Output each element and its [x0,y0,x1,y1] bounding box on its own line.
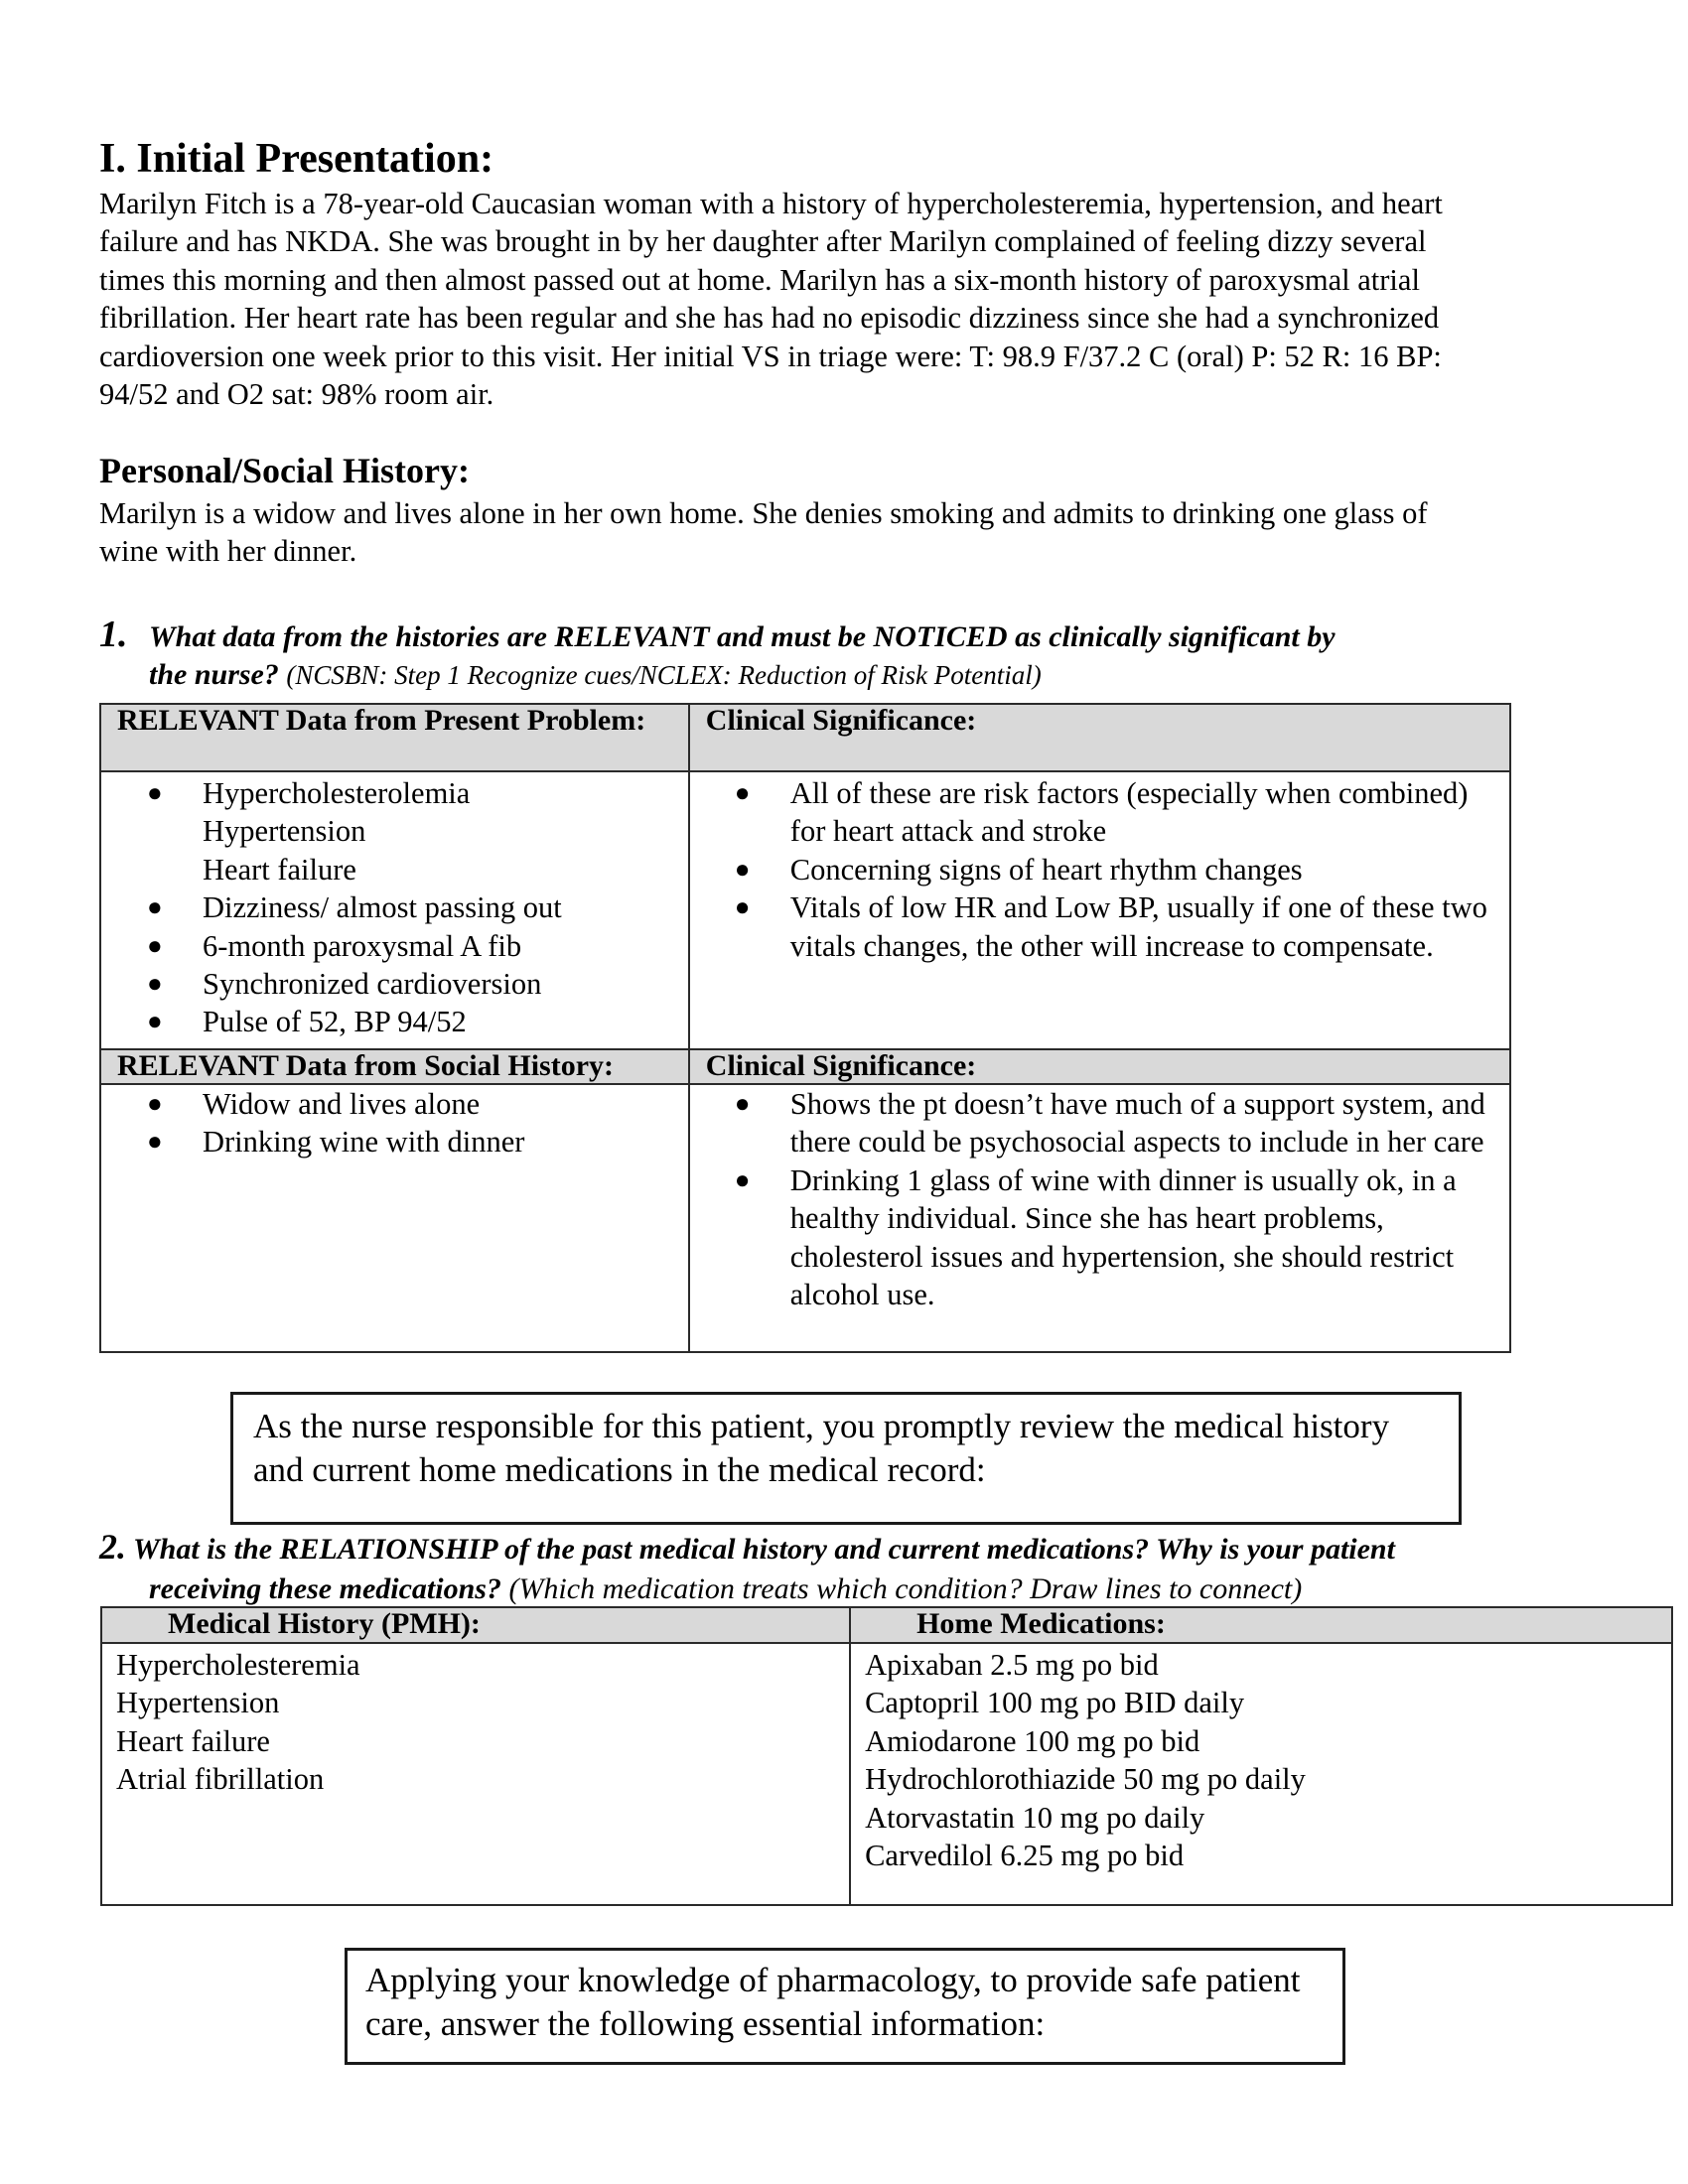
section-title-initial-presentation: I. Initial Presentation: [99,136,494,182]
bullet-icon: ● [147,1007,163,1036]
medications-cell[interactable] [850,1643,1672,1905]
table-row [100,771,1510,1049]
pmh-item: Heart failure [116,1723,270,1758]
pmh-cell[interactable] [101,1643,850,1905]
medication-item: Atorvastatin 10 mg po daily [865,1800,1205,1835]
table-header-home-medications: Home Medications: [850,1607,1672,1643]
bullet-icon: ● [147,892,163,922]
relevant-data-table [99,703,1511,1353]
medication-item: Amiodarone 100 mg po bid [865,1723,1200,1758]
paragraph-line: 94/52 and O2 sat: 98% room air. [99,377,494,412]
paragraph-line: wine with her dinner. [99,534,357,569]
bullet-icon: ● [734,1089,751,1118]
callout-pharmacology: Applying your knowledge of pharmacology, to provide safe patient care, answer the following essential information: [345,1948,1345,2065]
list-item: ● Drinking wine with dinner [203,1123,688,1160]
present-significance-cell[interactable] [689,771,1510,1049]
question-text-line2: the nurse? [149,658,279,691]
present-data-cell[interactable] [100,771,689,1049]
bullet-icon: ● [147,969,163,999]
bullet-icon: ● [147,778,163,807]
list-item: ● Shows the pt doesn’t have much of a support system, and there could be psychosocial aspects to include in her care [734,1087,1485,1160]
pmh-item: Atrial fibrillation [116,1762,325,1797]
list-item: ● Dizziness/ almost passing out [203,888,688,926]
bullet-icon: ● [147,1089,163,1118]
table-header-clinical-significance-social: Clinical Significance: [689,1049,1510,1084]
medication-item: Apixaban 2.5 mg po bid [865,1648,1159,1682]
question-2 [99,1527,1688,1609]
list-item: ● Drinking 1 glass of wine with dinner is usually ok, in a healthy individual. Since she has heart problems, cholesterol issues and hypertension, she should restrict alcohol use. [734,1162,1457,1312]
section-title-social-history: Personal/Social History: [99,451,470,490]
bullet-icon: ● [147,1127,163,1157]
question-number: 2. [99,1527,126,1567]
paragraph-line: fibrillation. Her heart rate has been regular and she has had no episodic dizziness since she had a synchronized [99,301,1440,336]
list-item: ● Vitals of low HR and Low BP, usually if one of these two vitals changes, the other will increase to compensate. [734,890,1487,963]
question-1 [99,612,1648,698]
medication-item: Carvedilol 6.25 mg po bid [865,1839,1185,1873]
list-item: ● 6-month paroxysmal A fib [203,927,688,965]
list-item: ● Pulse of 52, BP 94/52 [203,1003,688,1040]
callout-review-records: As the nurse responsible for this patient, you promptly review the medical history and current home medications in the medical record: [230,1392,1462,1525]
bullet-icon: ● [734,1164,751,1194]
bullet-icon: ● [734,778,751,807]
question-text-line1: What is the RELATIONSHIP of the past medical history and current medications? Why is your patient [132,1533,1395,1566]
table-row [101,1643,1672,1905]
list-item: Hypertension [203,814,366,849]
paragraph-line: Marilyn Fitch is a 78-year-old Caucasian woman with a history of hypercholesteremia, hypertension, and heart [99,187,1443,220]
social-data-cell[interactable] [100,1084,689,1352]
pmh-medications-table [100,1606,1673,1906]
list-item: Heart failure [203,852,356,887]
paragraph-line: cardioversion one week prior to this visit. Her initial VS in triage were: T: 98.9 F/37.2 C (oral) P: 52 R: 16 BP: [99,339,1442,373]
table-header-present-data: RELEVANT Data from Present Problem: [100,704,689,771]
list-item: ● All of these are risk factors (especially when combined) for heart attack and stroke [734,776,1469,849]
list-item: ● Concerning signs of heart rhythm changes [790,851,1505,888]
paragraph-line: times this morning and then almost passed out at home. Marilyn has a six-month history of paroxysmal atrial [99,262,1420,297]
list-item: ● Hypercholesterolemia [203,774,688,812]
paragraph-line: Marilyn is a widow and lives alone in her own home. She denies smoking and admits to drinking one glass of [99,496,1428,530]
pmh-item: Hypertension [116,1686,280,1720]
bullet-icon: ● [147,930,163,960]
social-history-paragraph [99,494,1678,571]
paragraph-line: failure and has NKDA. She was brought in by her daughter after Marilyn complained of feeling dizzy several [99,224,1427,259]
table-header-clinical-significance: Clinical Significance: [689,704,1510,771]
table-header-medical-history: Medical History (PMH): [101,1607,850,1643]
question-text-line1: What data from the histories are RELEVANT and must be NOTICED as clinically significant by [149,620,1336,653]
medication-item: Hydrochlorothiazide 50 mg po daily [865,1762,1306,1797]
table-row [100,1084,1510,1352]
pmh-item: Hypercholesteremia [116,1648,360,1682]
medication-item: Captopril 100 mg po BID daily [865,1686,1245,1720]
social-significance-cell[interactable] [689,1084,1510,1352]
initial-presentation-paragraph [99,185,1678,413]
question-text-line2: receiving these medications? [149,1572,501,1605]
table-header-social-data: RELEVANT Data from Social History: [100,1049,689,1084]
question-reference: (NCSBN: Step 1 Recognize cues/NCLEX: Reduction of Risk Potential) [286,660,1042,690]
question-number: 1. [99,614,128,655]
question-instructions: (Which medication treats which condition? Draw lines to connect) [508,1572,1303,1605]
bullet-icon: ● [734,854,751,884]
bullet-icon: ● [734,892,751,922]
list-item: ● Widow and lives alone [203,1085,688,1123]
list-item: ● Synchronized cardioversion [203,965,688,1003]
